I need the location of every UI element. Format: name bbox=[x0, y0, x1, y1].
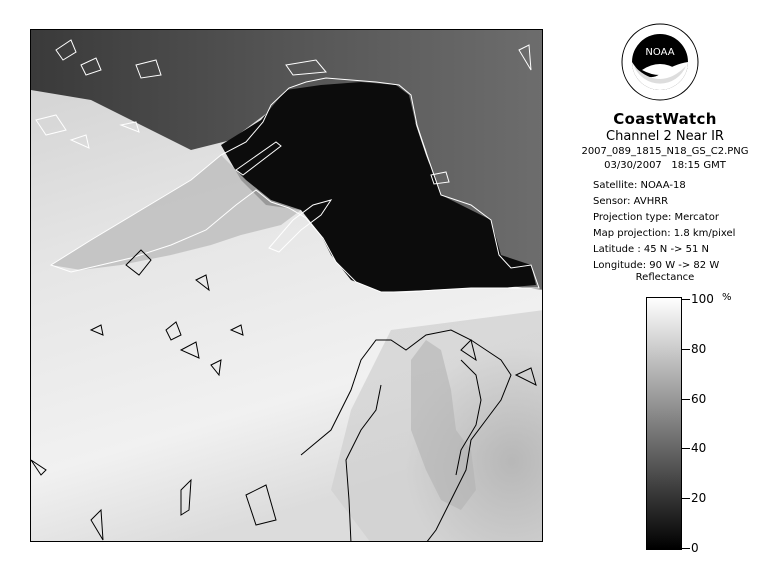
colorbar-tick-label: 100 bbox=[691, 292, 714, 306]
colorbar-tick-label: 0 bbox=[691, 541, 699, 555]
datetime-label bbox=[560, 160, 770, 171]
satellite-image bbox=[30, 29, 543, 542]
time-label: 18:15 GMT bbox=[671, 160, 726, 171]
latitude-label: Latitude : 45 N -> 51 N bbox=[593, 244, 709, 255]
colorbar-tick bbox=[682, 448, 690, 449]
colorbar-tick-label: 20 bbox=[691, 491, 707, 506]
colorbar-tick-label: 60 bbox=[691, 391, 707, 406]
colorbar-tick bbox=[682, 299, 690, 300]
colorbar bbox=[646, 297, 682, 550]
filename-label: 2007_089_1815_N18_GS_C2.PNG bbox=[581, 146, 749, 157]
product-title: CoastWatch bbox=[613, 110, 717, 128]
map-projection-label: Map projection: 1.8 km/pixel bbox=[593, 228, 736, 239]
projection-type-label: Projection type: Mercator bbox=[593, 212, 719, 223]
map-canvas bbox=[31, 30, 543, 542]
noaa-logo-text: NOAA bbox=[645, 47, 675, 58]
date-label: 03/30/2007 bbox=[604, 160, 662, 171]
colorbar-tick-label: 80 bbox=[691, 341, 707, 356]
channel-label: Channel 2 Near IR bbox=[606, 129, 724, 144]
colorbar-tick bbox=[682, 498, 690, 499]
info-panel bbox=[560, 110, 770, 171]
colorbar-tick-label: 40 bbox=[691, 441, 707, 456]
satellite-label: Satellite: NOAA-18 bbox=[593, 180, 686, 191]
colorbar-unit: % bbox=[722, 292, 732, 303]
longitude-label: Longitude: 90 W -> 82 W bbox=[593, 260, 720, 271]
sensor-label: Sensor: AVHRR bbox=[593, 196, 669, 207]
noaa-emblem bbox=[620, 22, 700, 102]
colorbar-tick bbox=[682, 548, 690, 549]
metadata-list bbox=[593, 178, 735, 274]
noaa-logo bbox=[620, 22, 700, 102]
colorbar-tick bbox=[682, 349, 690, 350]
colorbar-tick bbox=[682, 399, 690, 400]
colorbar-title: Reflectance bbox=[635, 272, 695, 283]
